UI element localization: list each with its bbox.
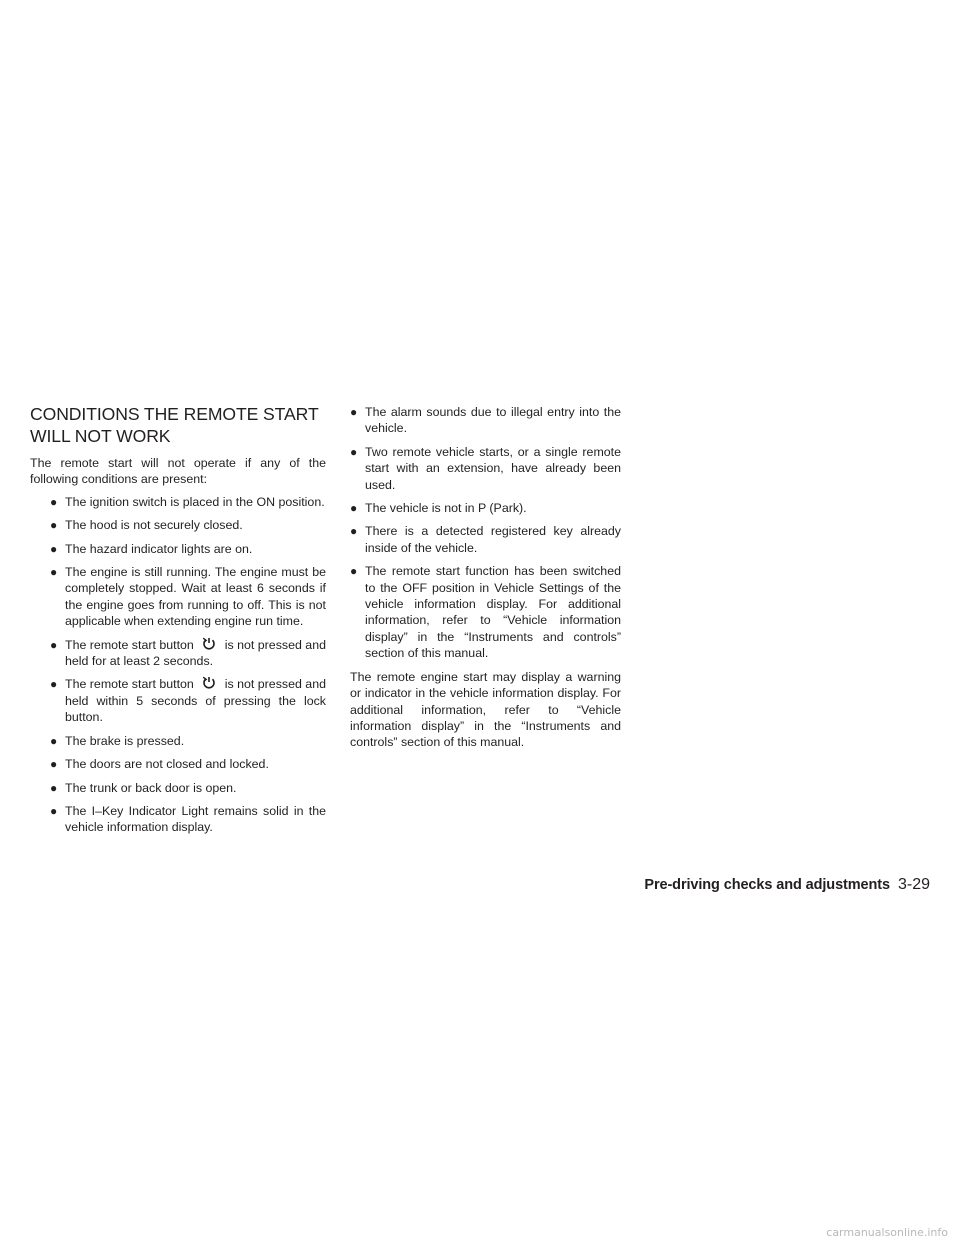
closing-paragraph: The remote engine start may display a warning or indicator in the vehicle information display. For additional information, refer to “Vehicle information display” in the “Instruments and controls” section of this manual. [350,669,621,750]
bullet-icon: ● [50,803,58,818]
list-item: ● The engine is still running. The engine must be completely stopped. Wait at least 6 seconds if the engine goes from running to off. This is not applicable when extending engine run time. [50,565,326,629]
list-item: ● The alarm sounds due to illegal entry into the vehicle. [350,405,621,436]
conditions-list-right [350,404,621,662]
bullet-icon: ● [50,541,58,556]
list-item: ● The trunk or back door is open. [50,780,237,795]
list-item: ● The vehicle is not in P (Park). [350,501,527,516]
list-item: ● Two remote vehicle starts, or a single remote start with an extension, have already been used. [350,444,621,492]
list-item: ● The ignition switch is placed in the ON position. [50,494,325,509]
watermark: carmanualsonline.info [826,1226,948,1239]
bullet-icon: ● [50,733,58,748]
conditions-list-left [50,494,326,836]
bullet-icon: ● [350,405,358,419]
page-footer [644,876,930,894]
bullet-icon: ● [350,501,358,516]
list-item: ● The remote start button is not pressed and held within 5 seconds of pressing the lock button. [50,677,326,725]
list-item: ● The hazard indicator lights are on. [50,541,253,556]
page-number: 3-29 [897,876,930,893]
bullet-icon: ● [50,757,58,772]
bullet-icon: ● [50,518,58,533]
section-heading: CONDITIONS THE REMOTE START WILL NOT WORK [30,404,319,446]
list-item: ● The brake is pressed. [50,733,185,748]
right-column [350,404,621,757]
bullet-icon: ● [50,637,58,652]
footer-section-title: Pre-driving checks and adjustments [644,877,890,893]
intro-paragraph: The remote start will not operate if any of the following conditions are present: [30,456,326,487]
list-item: ● The remote start button is not pressed and held for at least 2 seconds. [50,637,326,669]
bullet-icon: ● [50,565,58,580]
list-item: ● The hood is not securely closed. [50,518,243,533]
remote-start-icon [199,676,219,690]
bullet-icon: ● [350,564,358,579]
bullet-icon: ● [350,444,358,459]
list-item: ● The doors are not closed and locked. [50,757,269,772]
remote-start-icon [199,637,219,651]
bullet-icon: ● [50,677,58,692]
list-item: ● The remote start function has been switched to the OFF position in Vehicle Settings of the vehicle information display. For additional information, refer to “Vehicle information display” in the “Instruments and controls” section of this manual. [350,564,621,661]
bullet-icon: ● [50,494,58,509]
bullet-icon: ● [350,524,358,539]
bullet-icon: ● [50,780,58,795]
list-item: ● The I–Key Indicator Light remains solid in the vehicle information display. [50,803,326,835]
left-column [30,404,326,843]
list-item: ● There is a detected registered key already inside of the vehicle. [350,524,621,555]
